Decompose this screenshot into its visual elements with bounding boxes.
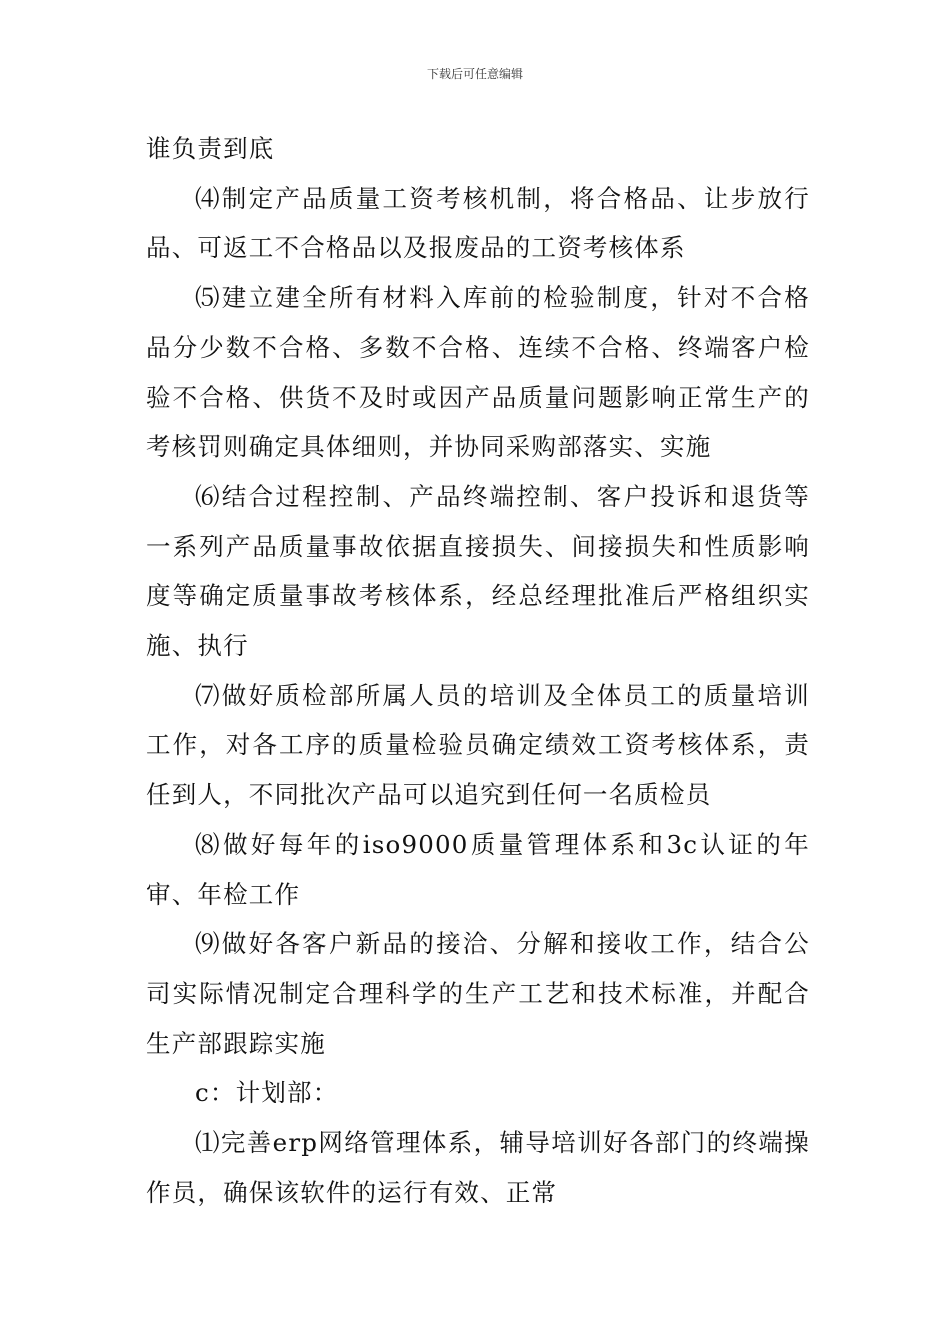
document-body xyxy=(146,124,810,1217)
paragraph-item-4: ⑷制定产品质量工资考核机制，将合格品、让步放行品、可返工不合格品以及报废品的工资考核体系 xyxy=(146,183,810,263)
paragraph-item-8: ⑻做好每年的iso9000质量管理体系和3c认证的年审、年检工作 xyxy=(146,829,810,909)
paragraph-item-5: ⑸建立建全所有材料入库前的检验制度，针对不合格品分少数不合格、多数不合格、连续不合格、终端客户检验不合格、供货不及时或因产品质量问题影响正常生产的考核罚则确定具体细则，并协同采购部落实、实施 xyxy=(146,283,810,462)
paragraph-item-9: ⑼做好各客户新品的接洽、分解和接收工作，结合公司实际情况制定合理科学的生产工艺和技术标准，并配合生产部跟踪实施 xyxy=(146,929,810,1058)
paragraph-item-1: ⑴完善erp网络管理体系，辅导培训好各部门的终端操作员，确保该软件的运行有效、正常 xyxy=(146,1128,810,1207)
paragraph-item-7: ⑺做好质检部所属人员的培训及全体员工的质量培训工作，对各工序的质量检验员确定绩效工资考核体系，责任到人，不同批次产品可以追究到任何一名质检员 xyxy=(146,680,810,810)
paragraph-continuation: 谁负责到底 xyxy=(146,134,275,163)
section-heading-planning: c：计划部： xyxy=(195,1078,339,1108)
paragraph-item-6: ⑹结合过程控制、产品终端控制、客户投诉和退货等一系列产品质量事故依据直接损失、间接损失和性质影响度等确定质量事故考核体系，经总经理批准后严格组织实施、执行 xyxy=(146,481,810,661)
page-header: 下载后可任意编辑 xyxy=(426,67,523,81)
